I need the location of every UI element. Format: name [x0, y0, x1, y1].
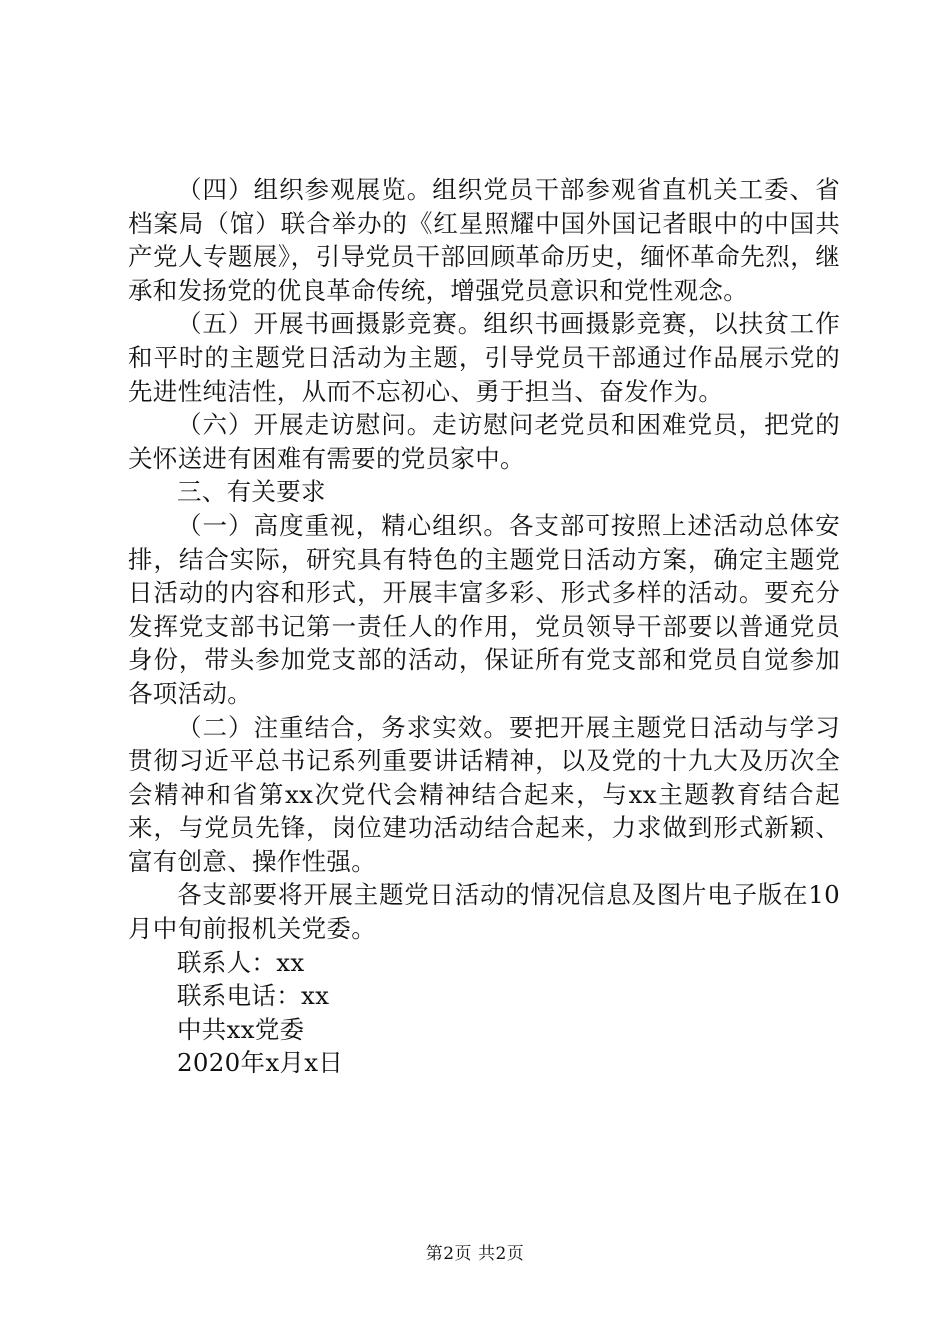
issuing-organization: 中共xx党委 — [177, 1014, 305, 1044]
page-footer — [0, 1243, 950, 1265]
paragraph-organize-carefully: （一）高度重视，精心组织。各支部可按照上述活动总体安排，结合实际，研究具有特色的主题党日活动方案，确定主题党日活动的内容和形式，开展丰富多彩、形式多样的活动。要充分发挥党支部书记第一责任人的作用，党员领导干部要以普通党员身份，带头参加党支部的活动，保证所有党支部和党员自觉参加各项活动。 — [128, 510, 840, 708]
contact-phone: 联系电话：xx — [177, 981, 330, 1011]
page-indicator: 第2页 共2页 — [425, 1244, 525, 1264]
paragraph-exhibition-visit: （四）组织参观展览。组织党员干部参观省直机关工委、省档案局（馆）联合举办的《红星照耀中国外国记者眼中的中国共产党人专题展》，引导党员干部回顾革命历史，缅怀革命先烈，继承和发扬党的优良革命传统，增强党员意识和党性观念。 — [128, 175, 840, 305]
document-body — [128, 173, 840, 1080]
paragraph-visit-condolence: （六）开展走访慰问。走访慰问老党员和困难党员，把党的关怀送进有困难有需要的党员家中。 — [128, 410, 840, 473]
paragraph-art-photo-contest: （五）开展书画摄影竞赛。组织书画摄影竞赛，以扶贫工作和平时的主题党日活动为主题，引导党员干部通过作品展示党的先进性纯洁性，从而不忘初心、勇于担当、奋发作为。 — [128, 309, 840, 406]
paragraph-reporting-deadline: 各支部要将开展主题党日活动的情况信息及图片电子版在10月中旬前报机关党委。 — [128, 880, 840, 944]
issue-date: 2020年x月x日 — [177, 1048, 344, 1078]
paragraph-combine-effectively: （二）注重结合，务求实效。要把开展主题党日活动与学习贯彻习近平总书记系列重要讲话精神，以及党的十九大及历次全会精神和省第xx次党代会精神结合起来，与xx主题教育结合起来，与党员先锋，岗位建功活动结合起来，力求做到形式新颖、富有创意、操作性强。 — [128, 712, 840, 876]
contact-person: 联系人：xx — [177, 947, 305, 977]
section-heading-requirements: 三、有关要求 — [177, 477, 326, 507]
